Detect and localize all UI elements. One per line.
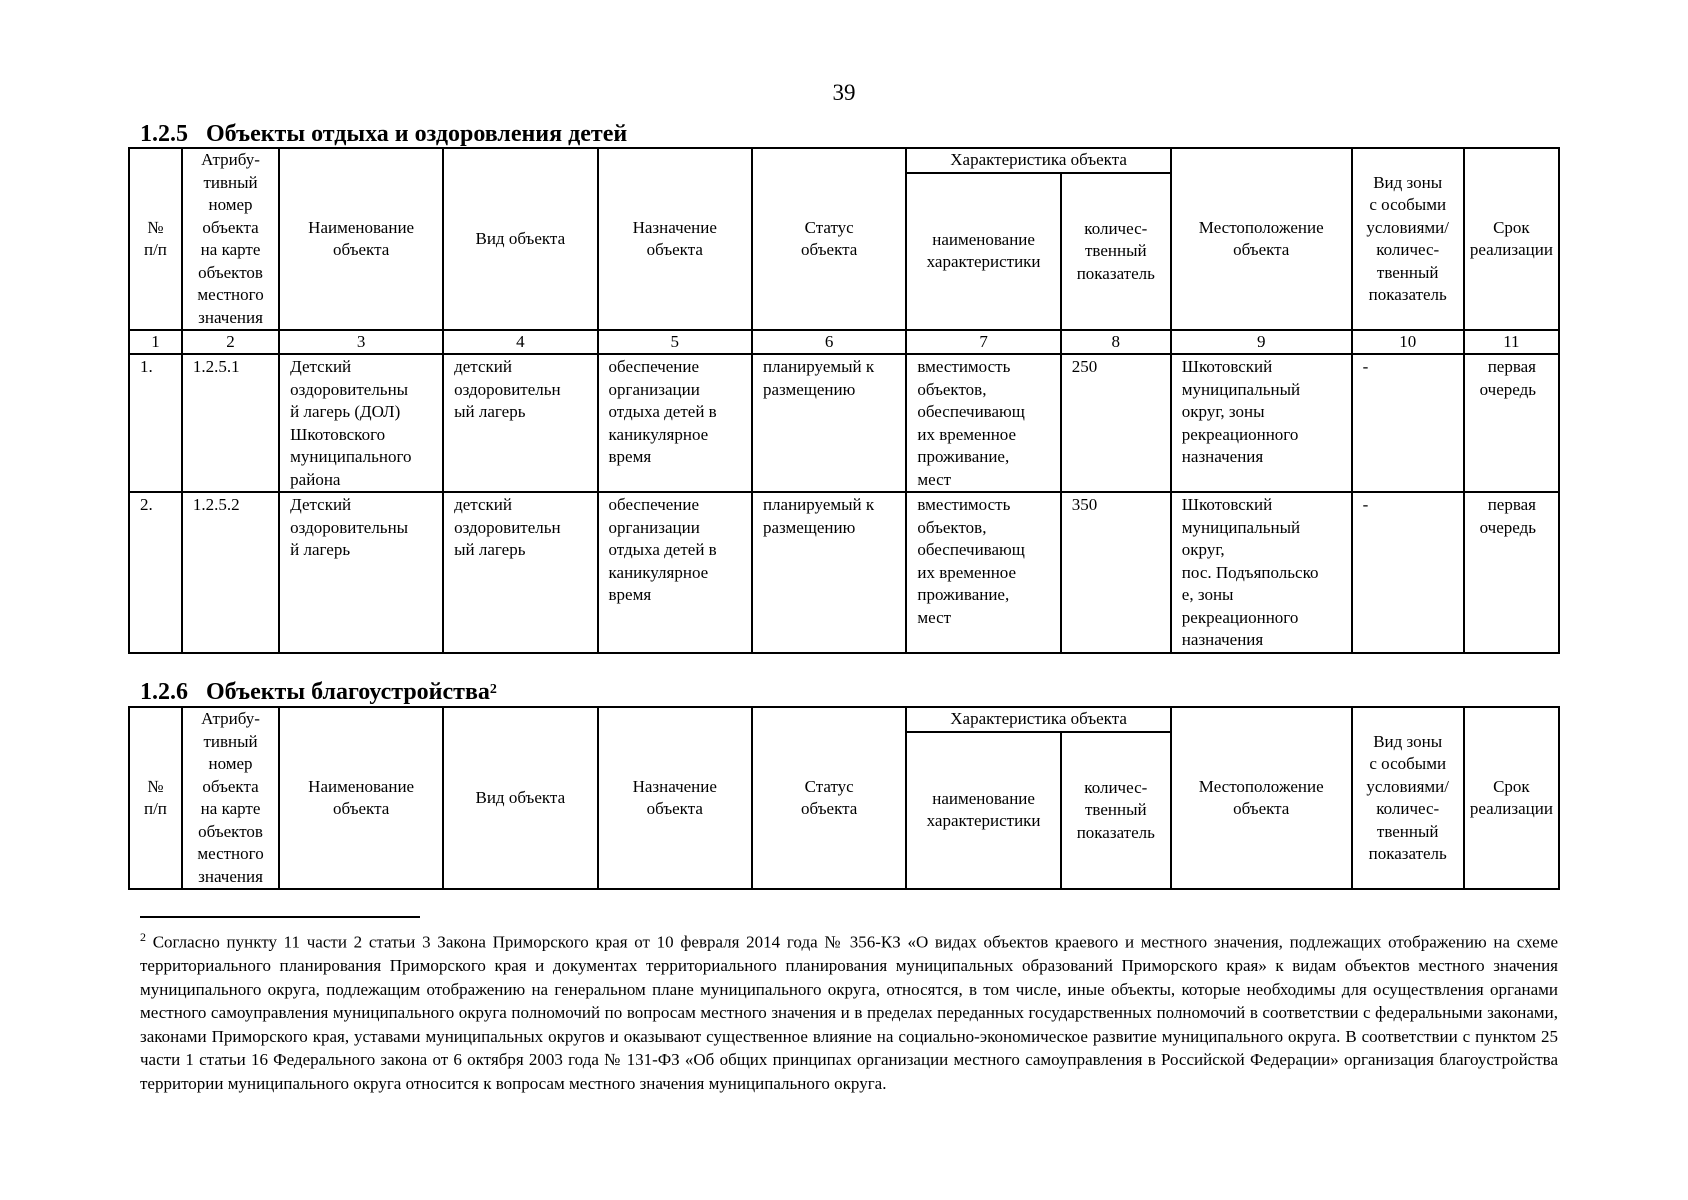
text-line: твенный xyxy=(1376,821,1439,841)
text-line: реализации xyxy=(1469,799,1553,818)
footnote xyxy=(140,926,1558,1095)
text-line: объекта xyxy=(646,799,703,818)
text-line: Срок xyxy=(1493,217,1530,237)
text-line: мест xyxy=(917,607,952,627)
column-number: 10 xyxy=(1352,330,1464,354)
section-heading: Объекты благоустройства xyxy=(206,679,490,705)
text-line: Вид объекта xyxy=(475,787,566,807)
text-line: объекта xyxy=(333,799,390,818)
text-line: с особыми xyxy=(1369,754,1447,773)
text-line: муниципальный xyxy=(1181,517,1301,537)
text-line: Статус xyxy=(804,776,854,796)
text-line: каникулярное xyxy=(608,424,709,444)
header-status xyxy=(752,707,906,889)
text-line: вместимость xyxy=(917,495,1011,514)
section-heading: Объекты отдыха и оздоровления детей xyxy=(206,121,628,147)
cell-attr-number: 1.2.5.1 xyxy=(182,354,279,492)
cell-purpose xyxy=(598,354,752,492)
text-line: Назначение xyxy=(632,217,717,237)
header-char-value xyxy=(1061,173,1171,331)
section-title-1-2-6 xyxy=(140,679,497,705)
text-line: оздоровительны xyxy=(290,517,409,537)
text-line: обеспечение xyxy=(608,357,700,376)
header-location xyxy=(1171,148,1352,330)
text-line: характеристики xyxy=(926,252,1041,272)
text-line: детский xyxy=(454,495,512,514)
text-line: количес- xyxy=(1084,777,1148,797)
footnote-separator xyxy=(140,916,420,918)
cell-char-value: 250 xyxy=(1061,354,1171,492)
text-line: показатель xyxy=(1368,285,1447,304)
text-line: очередь xyxy=(1479,379,1536,399)
text-line: размещению xyxy=(762,379,856,399)
text-line: оздоровительны xyxy=(290,379,409,399)
table-landscaping xyxy=(128,706,1560,890)
text-line: показатель xyxy=(1368,844,1447,863)
section-number: 1.2.5 xyxy=(140,121,188,147)
text-line: оздоровительн xyxy=(454,379,561,399)
text-line: Наименование xyxy=(308,217,415,237)
header-no xyxy=(129,707,182,889)
text-line: проживание, xyxy=(917,585,1010,604)
cell-no: 2. xyxy=(129,492,182,653)
text-line: Срок xyxy=(1493,776,1530,796)
cell-location xyxy=(1171,492,1352,653)
text-line: обеспечивающ xyxy=(917,540,1025,559)
text-line: проживание, xyxy=(917,447,1010,466)
text-line: объекта xyxy=(202,217,259,237)
header-term xyxy=(1464,148,1559,330)
text-line: значения xyxy=(198,307,263,327)
column-number: 11 xyxy=(1464,330,1559,354)
text-line: Шкотовский xyxy=(1181,357,1273,376)
text-line: Назначение xyxy=(632,776,717,796)
cell-zone: - xyxy=(1352,354,1464,492)
text-line: каникулярное xyxy=(608,562,709,582)
text-line: округ, зоны xyxy=(1181,402,1265,421)
text-line: Местоположение xyxy=(1198,217,1324,237)
text-line: местного xyxy=(197,285,264,304)
header-term xyxy=(1464,707,1559,889)
header-zone xyxy=(1352,707,1464,889)
text-line: их временное xyxy=(917,562,1017,582)
text-line: объектов xyxy=(198,821,263,841)
text-line: ый лагерь xyxy=(454,402,526,421)
text-line: объекта xyxy=(1233,799,1290,818)
text-line: твенный xyxy=(1376,262,1439,282)
section-title-1-2-5 xyxy=(140,121,627,147)
text-line: номер xyxy=(208,195,253,214)
page-number: 39 xyxy=(832,80,856,105)
text-line: Атрибу- xyxy=(201,709,260,728)
text-line: объектов xyxy=(198,262,263,282)
text-line: обеспечивающ xyxy=(917,402,1025,421)
text-line: Атрибу- xyxy=(201,150,260,169)
text-line: количес- xyxy=(1376,799,1440,818)
cell-name xyxy=(279,492,443,653)
text-line: первая xyxy=(1487,357,1536,376)
cell-term xyxy=(1464,354,1559,492)
column-number: 5 xyxy=(598,330,752,354)
text-line: Вид зоны xyxy=(1373,172,1443,192)
text-line: Шкотовский xyxy=(1181,495,1273,514)
text-line: муниципального xyxy=(290,447,412,466)
column-number: 9 xyxy=(1171,330,1352,354)
header-characteristic-group: Характеристика объекта xyxy=(906,148,1170,173)
text-line: объекта xyxy=(333,240,390,259)
text-line: первая xyxy=(1487,495,1536,514)
text-line: № xyxy=(147,217,164,237)
text-line: показатель xyxy=(1076,263,1155,283)
cell-char-value: 350 xyxy=(1061,492,1171,653)
table-row xyxy=(129,492,1559,653)
header-char-name xyxy=(906,173,1060,331)
column-number: 3 xyxy=(279,330,443,354)
cell-char-name xyxy=(906,354,1060,492)
text-line: й лагерь xyxy=(290,540,351,559)
text-line: п/п xyxy=(143,240,167,259)
column-number: 2 xyxy=(182,330,279,354)
footnote-text: Согласно пункту 11 части 2 статьи 3 Закона Приморского края от 10 февраля 2014 года № 356-КЗ «О видах объектов краевого и местного значения, подлежащих отображению на схеме территориального планирования Приморского края и документах территориального планирования муниципальных образований Приморского края» к видам объектов местного значения муниципального округа, подлежащим отображению на генеральном плане муниципального округа, относятся, в том числе, иные объекты, которые необходимы для осуществления органами местного самоуправления муниципального округа полномочий по вопросам местного значения и в пределах переданных государственных полномочий в соответствии с федеральными законами, законами Приморского края, уставами муниципальных округов и оказывают существенное влияние на социально-экономическое развитие муниципального округа. В соответствии с пунктом 25 части 1 статьи 16 Федерального закона от 6 октября 2003 года № 131-ФЗ «Об общих принципах организации местного самоуправления в Российской Федерации» организация благоустройства территории муниципального округа относится к вопросам местного значения муниципального округа. xyxy=(140,932,1559,1093)
text-line: Наименование xyxy=(308,776,415,796)
text-line: пос. Подъяпольско xyxy=(1181,562,1319,582)
text-line: планируемый к xyxy=(762,495,875,514)
text-line: рекреационного xyxy=(1181,424,1299,444)
text-line: объекта xyxy=(202,776,259,796)
text-line: Статус xyxy=(804,217,854,237)
text-line: обеспечение xyxy=(608,495,700,514)
text-line: объекта xyxy=(646,240,703,259)
text-line: на карте xyxy=(200,799,261,818)
text-line: Шкотовского xyxy=(290,424,386,444)
text-line: количес- xyxy=(1084,218,1148,238)
text-line: реализации xyxy=(1469,240,1553,259)
text-line: Местоположение xyxy=(1198,776,1324,796)
text-line: организации xyxy=(608,517,700,537)
column-number: 1 xyxy=(129,330,182,354)
text-line: твенный xyxy=(1084,800,1147,819)
text-line: условиями/ xyxy=(1366,776,1449,796)
text-line: Вид объекта xyxy=(475,228,566,248)
table-children-recreation xyxy=(128,147,1560,654)
text-line: местного xyxy=(197,844,264,863)
cell-term xyxy=(1464,492,1559,653)
cell-char-name xyxy=(906,492,1060,653)
text-line: отдыха детей в xyxy=(608,402,717,421)
cell-attr-number: 1.2.5.2 xyxy=(182,492,279,653)
column-number: 4 xyxy=(443,330,597,354)
text-line: объекта xyxy=(801,240,858,259)
text-line: количес- xyxy=(1376,240,1440,259)
text-line: тивный xyxy=(203,172,258,192)
header-characteristic-group: Характеристика объекта xyxy=(906,707,1170,732)
section-number: 1.2.6 xyxy=(140,679,188,705)
cell-name xyxy=(279,354,443,492)
text-line: мест xyxy=(917,469,952,489)
text-line: размещению xyxy=(762,517,856,537)
text-line: характеристики xyxy=(926,811,1041,831)
text-line: й лагерь (ДОЛ) xyxy=(290,402,401,421)
cell-location xyxy=(1171,354,1352,492)
text-line: наименование xyxy=(932,229,1035,249)
text-line: твенный xyxy=(1084,241,1147,260)
text-line: детский xyxy=(454,357,512,376)
text-line: объекта xyxy=(1233,240,1290,259)
text-line: п/п xyxy=(143,799,167,818)
text-line: объектов, xyxy=(917,517,987,537)
text-line: назначения xyxy=(1181,447,1264,466)
text-line: значения xyxy=(198,866,263,886)
header-char-name xyxy=(906,732,1060,890)
header-row xyxy=(129,148,1559,173)
text-line: время xyxy=(608,585,652,604)
text-line: наименование xyxy=(932,788,1035,808)
table-row xyxy=(129,354,1559,492)
text-line: е, зоны xyxy=(1181,585,1234,604)
header-kind xyxy=(443,148,597,330)
header-zone xyxy=(1352,148,1464,330)
text-line: муниципальный xyxy=(1181,379,1301,399)
cell-kind xyxy=(443,492,597,653)
header-kind xyxy=(443,707,597,889)
text-line: округ, xyxy=(1181,540,1225,559)
header-status xyxy=(752,148,906,330)
text-line: с особыми xyxy=(1369,195,1447,214)
column-number: 8 xyxy=(1061,330,1171,354)
column-number: 7 xyxy=(906,330,1060,354)
text-line: Вид зоны xyxy=(1373,731,1443,751)
text-line: тивный xyxy=(203,731,258,751)
cell-purpose xyxy=(598,492,752,653)
text-line: очередь xyxy=(1479,517,1536,537)
text-line: района xyxy=(290,469,341,489)
text-line: оздоровительн xyxy=(454,517,561,537)
cell-zone: - xyxy=(1352,492,1464,653)
header-char-value xyxy=(1061,732,1171,890)
text-line: рекреационного xyxy=(1181,607,1299,627)
text-line: назначения xyxy=(1181,630,1264,649)
text-line: объектов, xyxy=(917,379,987,399)
cell-kind xyxy=(443,354,597,492)
header-no xyxy=(129,148,182,330)
text-line: время xyxy=(608,447,652,466)
text-line: № xyxy=(147,776,164,796)
header-location xyxy=(1171,707,1352,889)
text-line: Детский xyxy=(290,495,352,514)
text-line: их временное xyxy=(917,424,1017,444)
column-number: 6 xyxy=(752,330,906,354)
header-attr-number xyxy=(182,148,279,330)
header-name xyxy=(279,707,443,889)
header-row xyxy=(129,707,1559,732)
cell-status xyxy=(752,492,906,653)
text-line: показатель xyxy=(1076,822,1155,842)
text-line: организации xyxy=(608,379,700,399)
header-purpose xyxy=(598,148,752,330)
text-line: отдыха детей в xyxy=(608,540,717,559)
header-name xyxy=(279,148,443,330)
cell-status xyxy=(752,354,906,492)
header-attr-number xyxy=(182,707,279,889)
text-line: на карте xyxy=(200,240,261,259)
text-line: объекта xyxy=(801,799,858,818)
header-purpose xyxy=(598,707,752,889)
text-line: Детский xyxy=(290,357,352,376)
text-line: планируемый к xyxy=(762,357,875,376)
column-numbers-row xyxy=(129,330,1559,354)
cell-no: 1. xyxy=(129,354,182,492)
text-line: номер xyxy=(208,754,253,773)
text-line: ый лагерь xyxy=(454,540,526,559)
footnote-mark: 2 xyxy=(140,930,146,944)
text-line: вместимость xyxy=(917,357,1011,376)
text-line: условиями/ xyxy=(1366,217,1449,237)
footnote-mark: 2 xyxy=(489,682,497,697)
